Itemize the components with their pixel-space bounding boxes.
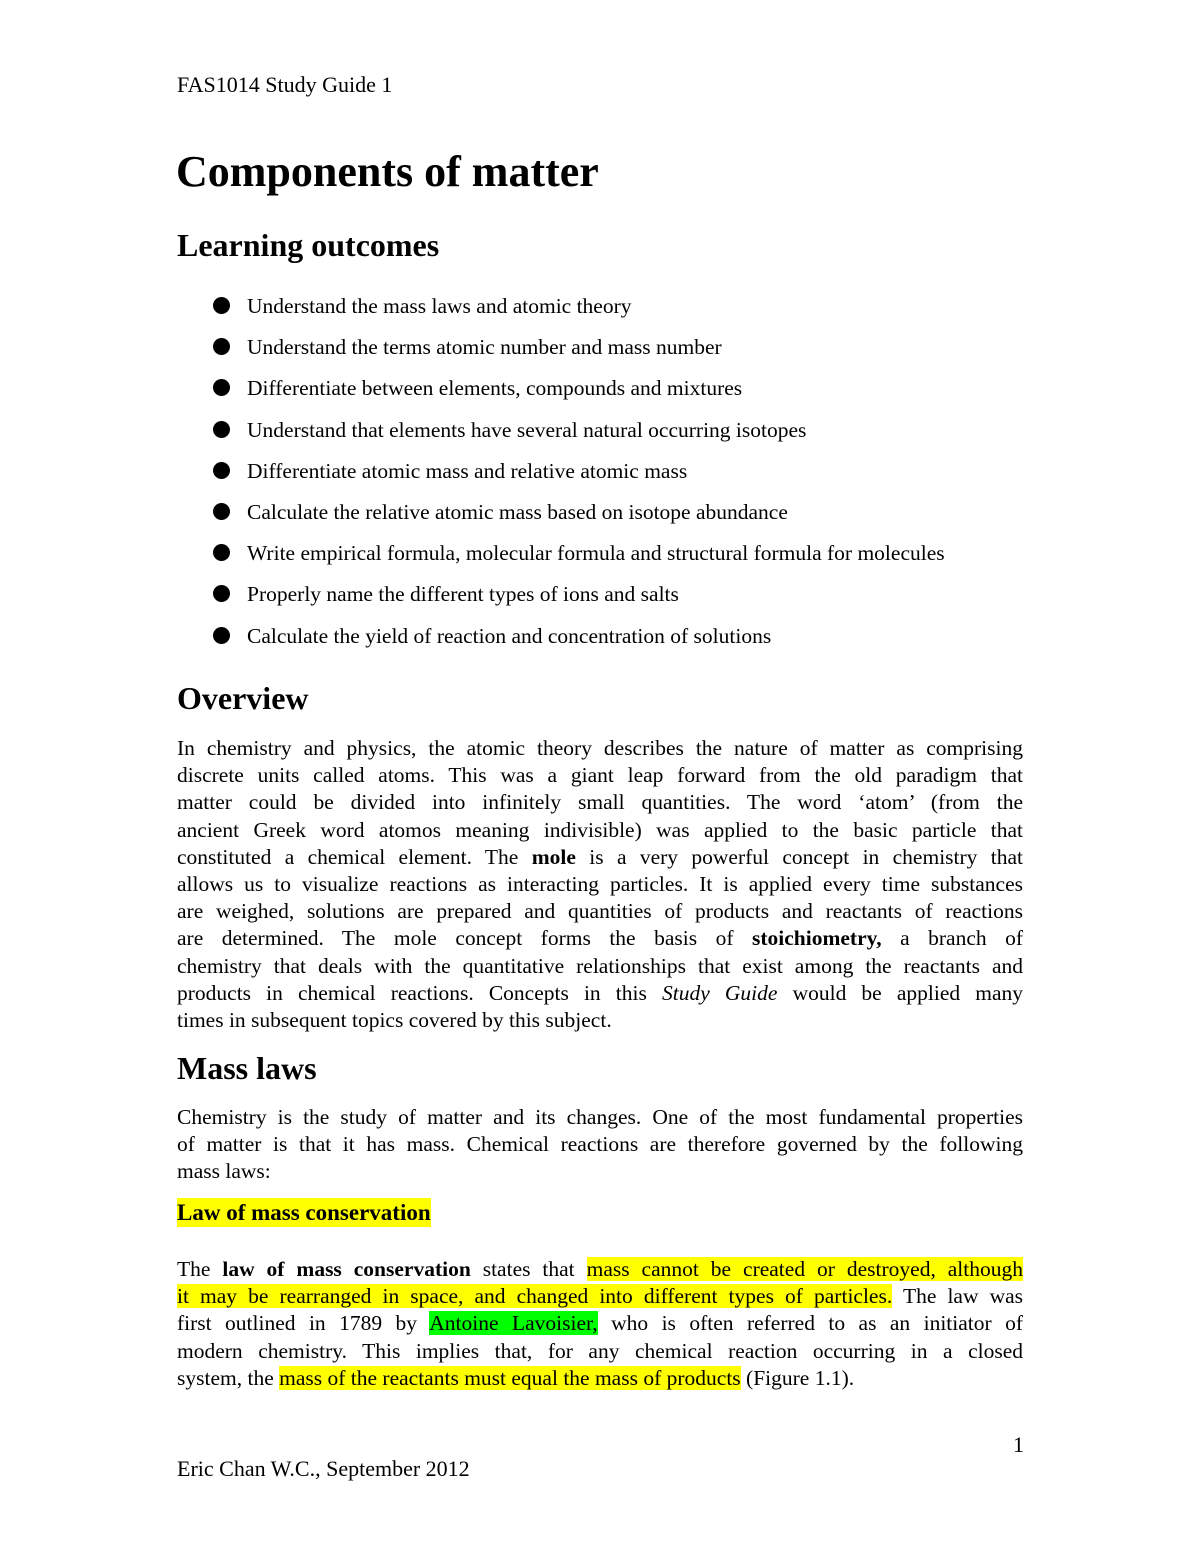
overview-paragraph [177,735,1023,1034]
text-line: modern chemistry. This implies that, for any chemical reaction occurring in a closed [177,1338,1023,1363]
text-line: ancient Greek word atomos meaning indivisible) was applied to the basic particle that [177,817,1023,842]
text-line: first outlined in 1789 by Antoine Lavoisier, who is often referred to as an initiator of [177,1311,1023,1336]
bullet-icon [213,585,230,602]
text-line: In chemistry and physics, the atomic theory describes the nature of matter as comprising [177,736,1023,760]
text-line: of matter is that it has mass. Chemical reactions are therefore governed by the following [177,1132,1023,1157]
page-header: FAS1014 Study Guide 1 [177,72,393,97]
text-line: are weighed, solutions are prepared and quantities of products and reactants of reactions [177,899,1023,924]
bullet-icon [213,379,230,396]
text-line: products in chemical reactions. Concepts in this Study Guide would be applied many [177,980,1024,1005]
stoichiometry-term: stoichiometry, [752,926,882,951]
text-line: allows us to visualize reactions as interacting particles. It is applied every time substances [177,871,1023,896]
text-line: chemistry that deals with the quantitative relationships that exist among the reactants and [177,953,1023,978]
page-footer: Eric Chan W.C., September 2012 [177,1456,470,1481]
text-line: are determined. The mole concept forms the basis of stoichiometry, a branch of [177,926,1024,951]
highlighted-name: Antoine Lavoisier, [429,1311,598,1336]
bullet-icon [213,462,230,479]
bullet-icon [213,338,230,355]
text-line: The law of mass conservation states that mass cannot be created or destroyed, although [177,1257,1023,1281]
page-title: Components of matter [176,147,599,196]
text-line: mass laws: [177,1159,271,1184]
mole-term: mole [531,844,576,869]
text-line: times in subsequent topics covered by this subject. [177,1007,612,1032]
text-line: system, the mass of the reactants must equal the mass of products (Figure 1.1). [177,1365,855,1390]
page-number: 1 [1013,1432,1024,1457]
law-term: law of mass conservation [222,1257,471,1281]
highlighted-text: mass cannot be created or destroyed, although [586,1257,1023,1281]
bullet-icon [213,297,230,314]
text-line: Chemistry is the study of matter and its changes. One of the most fundamental properties [177,1105,1023,1129]
learning-outcomes-heading: Learning outcomes [177,227,440,263]
mass-laws-paragraph [177,1104,1023,1186]
overview-heading: Overview [177,680,309,716]
bullet-icon [213,627,230,644]
text-line: constituted a chemical element. The mole is a very powerful concept in chemistry that [177,844,1024,869]
highlighted-text: mass of the reactants must equal the mass of products [279,1365,741,1390]
document-page: FAS1014 Study Guide 1 Components of matter Learning outcomes Understand the mass laws and atomic theory Understand the terms atomic number and mass number Differentiate between elements, compounds and mixtures Understand that elements have several natural occurring isotopes Differentiate atomic mass and relative atomic mass Calculate the relative atomic mass based on isotope abundance Write empirical formula, molecular formula and structural formula for molecules Properly name the different types of ions and salts Calculate the yield of reaction and concentration of solutions Overview In chemistry and physics, the atomic theory describes the nature of matter as comprising discrete units called atoms. This was a giant leap forward from the old paradigm that matter could be divided into infinitely small quantities. The word ‘atom’ (from the ancient Greek word atomos meaning indivisible) was applied to the basic particle that constituted a chemical element. The mole is a very powerful concept in chemistry that allows us to visualize reactions as interacting particles. It is applied every time substances are weighed, solutions are prepared and quantities of products and reactants of reactions are determined. The mole concept forms the basis of stoichiometry, a branch of chemistry that deals with the quantitative relationships that exist among the reactants and products in chemical reactions. Concepts in this Study Guide would be applied many times in subsequent topics covered by this subject. Mass laws Chemistry is the study of matter and its changes. One of the most fundamental properties of matter is that it has mass. Chemical reactions are therefore governed by the following mass laws: Law of mass conservation The law of mass conservation states that mass cannot be created or destroyed, although it may be rearranged in space, and changed into different types of particles. The law was first outlined in 1789 by Antoine Lavoisier, who is often referred to as an initiator of modern chemistry. This implies that, for any chemical reaction occurring in a closed system, the mass of the reactants must equal the mass of products (Figure 1.1). 1 Eric Chan W.C., September 2012 [176,72,1024,1481]
text-line: it may be rearranged in space, and changed into different types of particles. The law was [177,1284,1024,1309]
highlighted-text: it may be rearranged in space, and changed into different types of particles. [177,1284,893,1309]
text-line: discrete units called atoms. This was a giant leap forward from the old paradigm that [177,763,1023,788]
bullet-icon [213,421,230,438]
bullet-icon [213,503,230,520]
study-guide-term: Study Guide [662,980,778,1005]
mass-conservation-paragraph [177,1256,1023,1392]
text-line: matter could be divided into infinitely small quantities. The word ‘atom’ (from the [177,790,1023,815]
mass-laws-heading: Mass laws [177,1050,317,1086]
law-of-mass-conservation-subheading: Law of mass conservation [177,1200,431,1225]
bullet-icon [213,544,230,561]
